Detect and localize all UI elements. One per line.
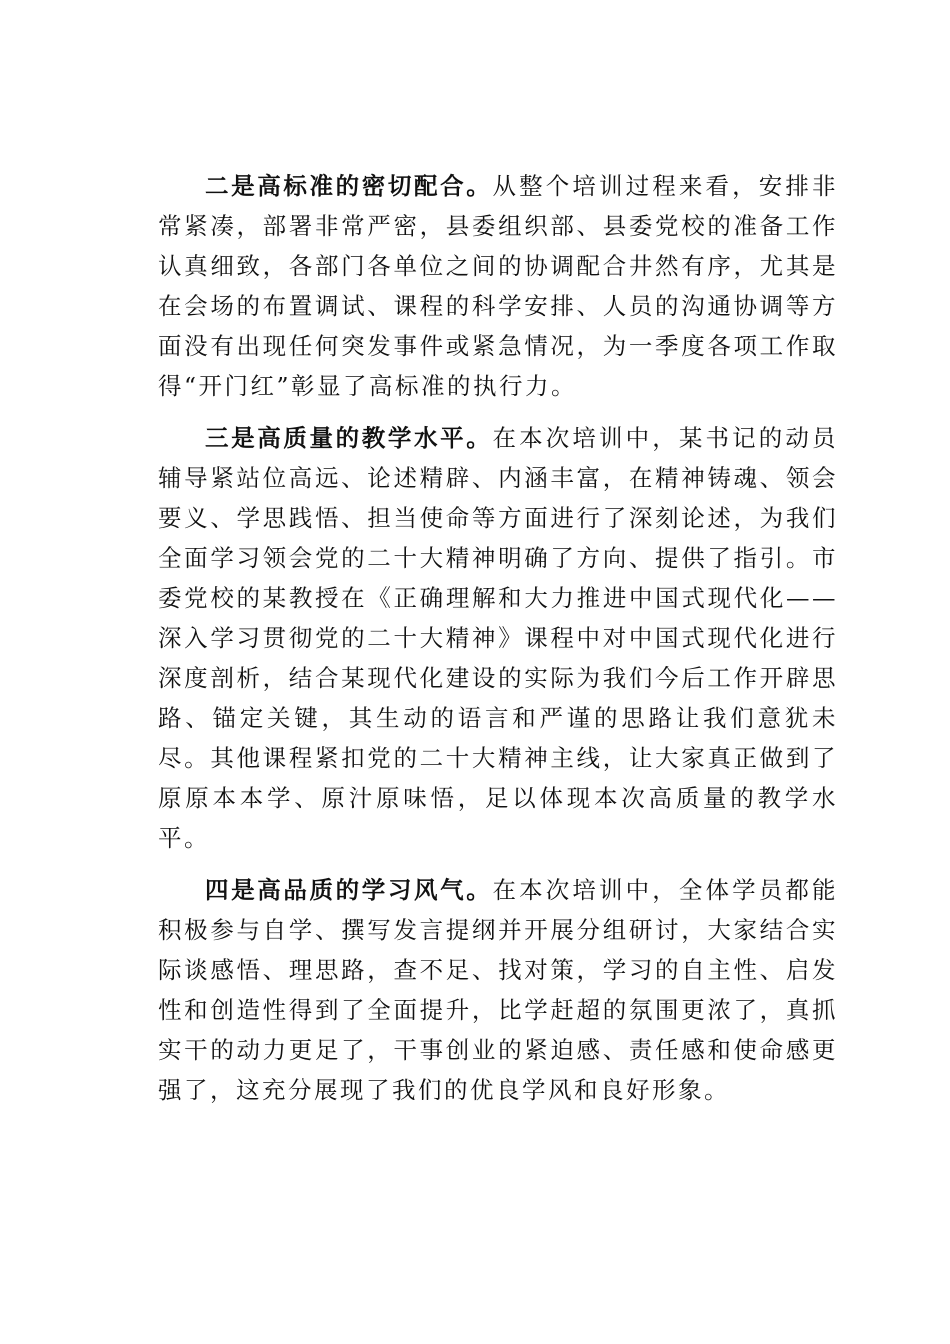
paragraph-text: 从整个培训过程来看，安排非常紧凑，部署非常严密，县委组织部、县委党校的准备工作认真细致，各部门各单位之间的协调配合井然有序，尤其是在会场的布置调试、课程的科学安排、人员的沟通协调等方面没有出现任何突发事件或紧急情况，为一季度各项工作取得“开门红”彰显了高标准的执行力。 [158,172,839,400]
paragraph-lead: 二是高标准的密切配合。 [205,172,493,200]
paragraph-high-standard-coordination [158,166,838,406]
paragraph-text: 在本次培训中，某书记的动员辅导紧站位高远、论述精辟、内涵丰富，在精神铸魂、领会要义、学思践悟、担当使命等方面进行了深刻论述，为我们全面学习领会党的二十大精神明确了方向、提供了指引。市委党校的某教授在《正确理解和大力推进中国式现代化——深入学习贯彻党的二十大精神》课程中对中国式现代化进行深度剖析，结合某现代化建设的实际为我们今后工作开辟思路、锚定关键，其生动的语言和严谨的思路让我们意犹未尽。其他课程紧扣党的二十大精神主线，让大家真正做到了原原本本学、原汁原味悟，足以体现本次高质量的教学水平。 [158,424,839,852]
document-body [158,166,838,1122]
paragraph-high-quality-study-atmosphere [158,870,838,1110]
paragraph-text: 在本次培训中，全体学员都能积极参与自学、撰写发言提纲并开展分组研讨，大家结合实际谈感悟、理思路，查不足、找对策，学习的自主性、启发性和创造性得到了全面提升，比学赶超的氛围更浓了，真抓实干的动力更足了，干事创业的紧迫感、责任感和使命感更强了，这充分展现了我们的优良学风和良好形象。 [158,876,839,1104]
paragraph-high-quality-teaching [158,418,838,858]
paragraph-lead: 三是高质量的教学水平。 [205,424,493,452]
paragraph-lead: 四是高品质的学习风气。 [205,876,493,904]
